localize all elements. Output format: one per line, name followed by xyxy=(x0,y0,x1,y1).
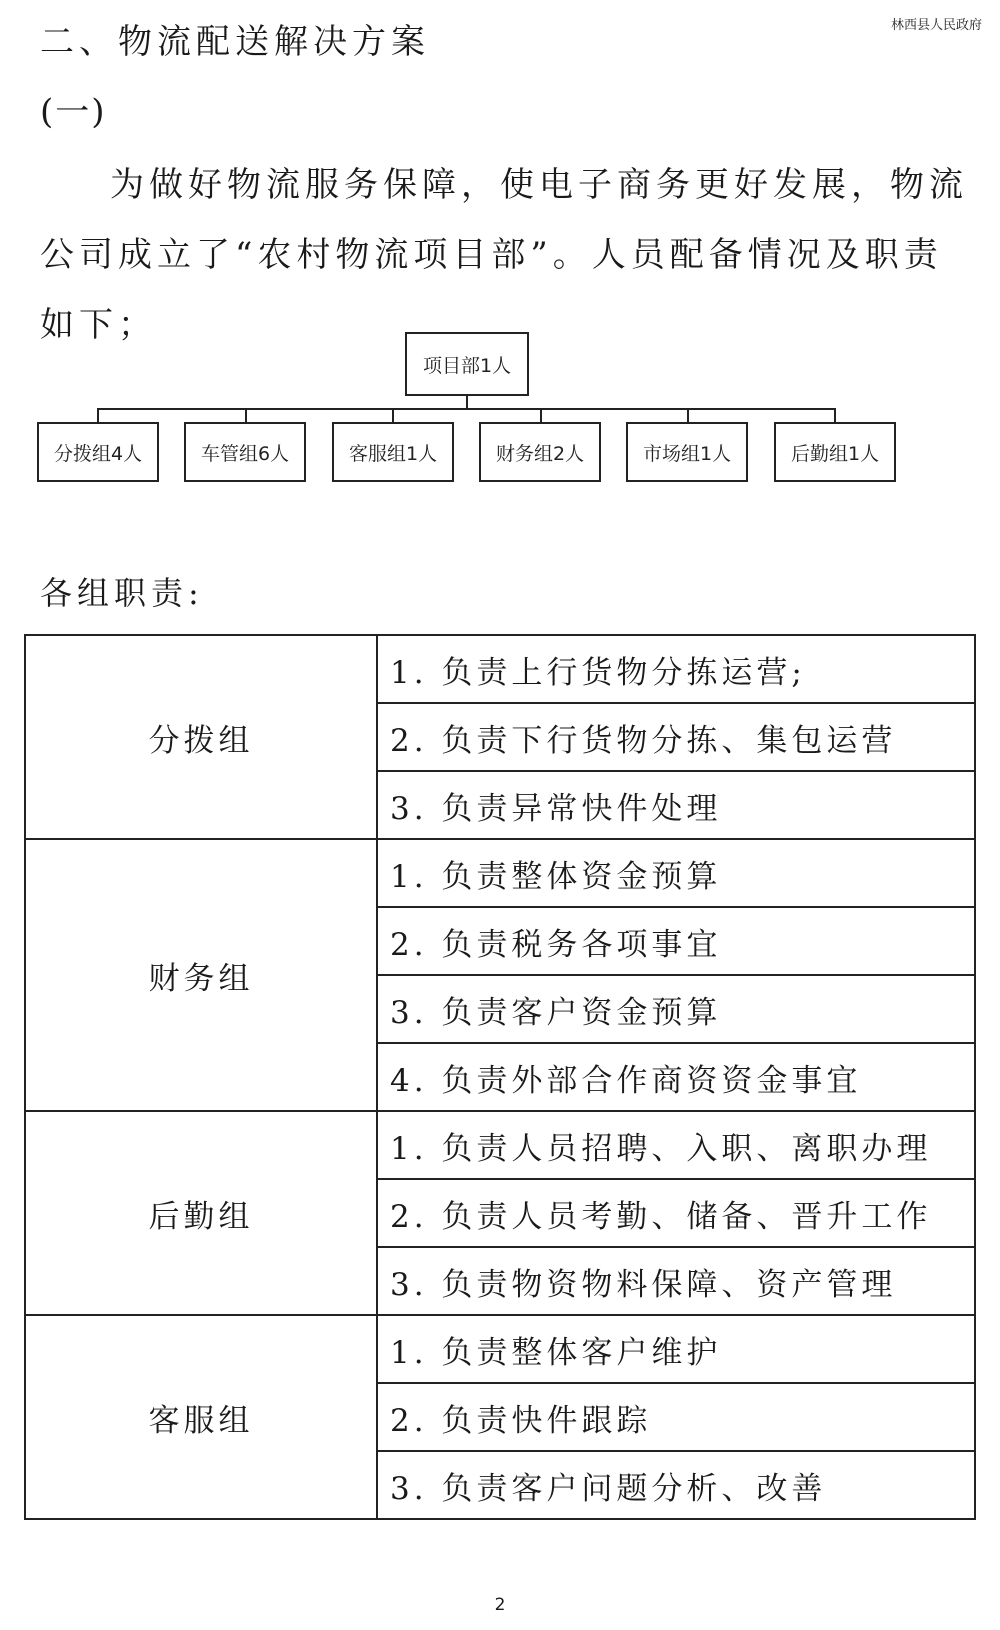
duty-cell: 2. 负责下行货物分拣、集包运营 xyxy=(377,703,975,771)
duty-cell: 3. 负责物资物料保障、资产管理 xyxy=(377,1247,975,1315)
duty-cell: 3. 负责客户问题分析、改善 xyxy=(377,1451,975,1519)
duty-cell: 2. 负责人员考勤、储备、晋升工作 xyxy=(377,1179,975,1247)
org-child-label: 后勤组1人 xyxy=(790,442,880,465)
section-heading: 二、物流配送解决方案 xyxy=(40,22,430,62)
duty-cell: 1. 负责整体资金预算 xyxy=(377,839,975,907)
org-child-box xyxy=(626,422,748,482)
org-connector xyxy=(466,396,468,408)
org-child-label: 车管组6人 xyxy=(200,442,290,465)
table-row xyxy=(25,1111,975,1179)
org-connector xyxy=(392,408,394,422)
org-connector xyxy=(97,408,99,422)
table-row xyxy=(25,635,975,703)
group-cell: 客服组 xyxy=(25,1315,377,1519)
org-child-box xyxy=(332,422,454,482)
org-child-box xyxy=(184,422,306,482)
duty-cell: 1. 负责人员招聘、入职、离职办理 xyxy=(377,1111,975,1179)
org-child-box xyxy=(37,422,159,482)
org-child-box xyxy=(774,422,896,482)
subsection-heading: (一) xyxy=(40,92,107,132)
org-connector xyxy=(540,408,542,422)
duties-label: 各组职责: xyxy=(40,574,204,612)
org-child-label: 分拨组4人 xyxy=(53,442,143,465)
org-connector xyxy=(97,408,836,410)
org-child-label: 客服组1人 xyxy=(348,442,438,465)
intro-paragraph: 为做好物流服务保障，使电子商务更好发展，物流公司成立了“农村物流项目部”。人员配备情况及职责如下； xyxy=(40,165,968,345)
org-child-box xyxy=(479,422,601,482)
org-connector xyxy=(834,408,836,422)
duty-cell: 2. 负责税务各项事宜 xyxy=(377,907,975,975)
group-cell: 分拨组 xyxy=(25,635,377,839)
table-row xyxy=(25,839,975,907)
page-number: 2 xyxy=(494,1595,506,1615)
duties-table xyxy=(24,634,976,1520)
org-chart xyxy=(0,330,1000,510)
table-row xyxy=(25,1315,975,1383)
org-root-label: 项目部1人 xyxy=(422,354,512,377)
org-child-label: 市场组1人 xyxy=(642,442,732,465)
duty-cell: 2. 负责快件跟踪 xyxy=(377,1383,975,1451)
watermark-text: 林西县人民政府 xyxy=(890,18,982,33)
duty-cell: 1. 负责上行货物分拣运营; xyxy=(377,635,975,703)
group-cell: 财务组 xyxy=(25,839,377,1111)
org-child-label: 财务组2人 xyxy=(495,442,585,465)
duty-cell: 4. 负责外部合作商资资金事宜 xyxy=(377,1043,975,1111)
org-root-box xyxy=(405,332,529,396)
duty-cell: 3. 负责异常快件处理 xyxy=(377,771,975,839)
group-cell: 后勤组 xyxy=(25,1111,377,1315)
org-connector xyxy=(245,408,247,422)
duty-cell: 1. 负责整体客户维护 xyxy=(377,1315,975,1383)
duty-cell: 3. 负责客户资金预算 xyxy=(377,975,975,1043)
org-connector xyxy=(687,408,689,422)
